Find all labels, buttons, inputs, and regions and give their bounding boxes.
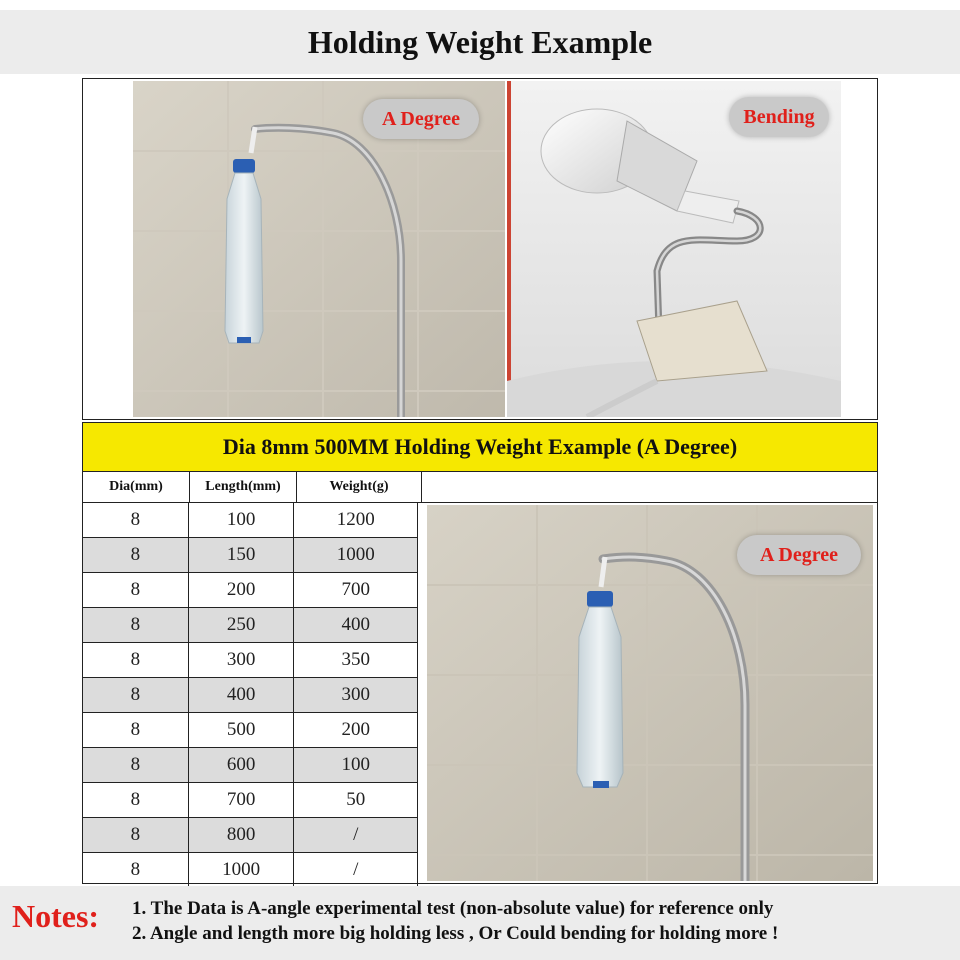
cell-weight: 700 bbox=[294, 573, 418, 607]
notes-label: Notes: bbox=[12, 898, 100, 934]
bending-tag: Bending bbox=[729, 97, 829, 137]
note-line-1: 1. The Data is A-angle experimental test (non-absolute value) for reference only bbox=[132, 898, 774, 919]
table-row bbox=[83, 818, 418, 853]
photo-lamp-bending bbox=[507, 81, 841, 417]
cell-weight: 1200 bbox=[294, 503, 418, 537]
cell-dia: 8 bbox=[83, 503, 189, 537]
cell-length: 200 bbox=[189, 573, 295, 607]
cell-weight: 100 bbox=[294, 748, 418, 782]
cell-length: 400 bbox=[189, 678, 295, 712]
cell-length: 150 bbox=[189, 538, 295, 572]
table-row bbox=[83, 853, 418, 888]
cell-dia: 8 bbox=[83, 783, 189, 817]
photo-frame bbox=[82, 78, 878, 420]
cell-dia: 8 bbox=[83, 643, 189, 677]
table-row bbox=[83, 643, 418, 678]
cell-dia: 8 bbox=[83, 853, 189, 887]
table-row bbox=[83, 748, 418, 783]
cell-length: 700 bbox=[189, 783, 295, 817]
table-row bbox=[83, 713, 418, 748]
cell-weight: 350 bbox=[294, 643, 418, 677]
cell-weight: 200 bbox=[294, 713, 418, 747]
cell-weight: / bbox=[294, 853, 418, 887]
a-degree-tag-table: A Degree bbox=[737, 535, 861, 575]
cell-length: 500 bbox=[189, 713, 295, 747]
table-title: Dia 8mm 500MM Holding Weight Example (A Degree) bbox=[83, 423, 877, 472]
table-row bbox=[83, 503, 418, 538]
table-row bbox=[83, 608, 418, 643]
cell-weight: 400 bbox=[294, 608, 418, 642]
cell-dia: 8 bbox=[83, 748, 189, 782]
cell-length: 1000 bbox=[189, 853, 295, 887]
cell-length: 250 bbox=[189, 608, 295, 642]
col-header-dia: Dia(mm) bbox=[83, 472, 190, 502]
cell-dia: 8 bbox=[83, 818, 189, 852]
note-line-2: 2. Angle and length more big holding less , Or Could bending for holding more ! bbox=[132, 923, 779, 944]
table-header-row bbox=[83, 472, 877, 503]
cell-weight: 1000 bbox=[294, 538, 418, 572]
cell-length: 600 bbox=[189, 748, 295, 782]
cell-dia: 8 bbox=[83, 573, 189, 607]
header-band bbox=[0, 10, 960, 74]
table-body bbox=[83, 503, 418, 888]
holding-weight-table bbox=[82, 422, 878, 884]
photo-bottle-holding bbox=[133, 81, 505, 417]
a-degree-tag: A Degree bbox=[363, 99, 479, 139]
col-header-length: Length(mm) bbox=[190, 472, 297, 502]
page-title: Holding Weight Example bbox=[307, 23, 653, 60]
table-row bbox=[83, 678, 418, 713]
notes-band bbox=[0, 886, 960, 960]
col-header-weight: Weight(g) bbox=[297, 472, 422, 502]
table-row bbox=[83, 783, 418, 818]
cell-weight: / bbox=[294, 818, 418, 852]
table-row bbox=[83, 538, 418, 573]
cell-weight: 300 bbox=[294, 678, 418, 712]
cell-length: 300 bbox=[189, 643, 295, 677]
cell-length: 100 bbox=[189, 503, 295, 537]
cell-length: 800 bbox=[189, 818, 295, 852]
cell-weight: 50 bbox=[294, 783, 418, 817]
cell-dia: 8 bbox=[83, 538, 189, 572]
cell-dia: 8 bbox=[83, 608, 189, 642]
cell-dia: 8 bbox=[83, 713, 189, 747]
table-row bbox=[83, 573, 418, 608]
cell-dia: 8 bbox=[83, 678, 189, 712]
table-photo-bottle bbox=[427, 505, 873, 881]
